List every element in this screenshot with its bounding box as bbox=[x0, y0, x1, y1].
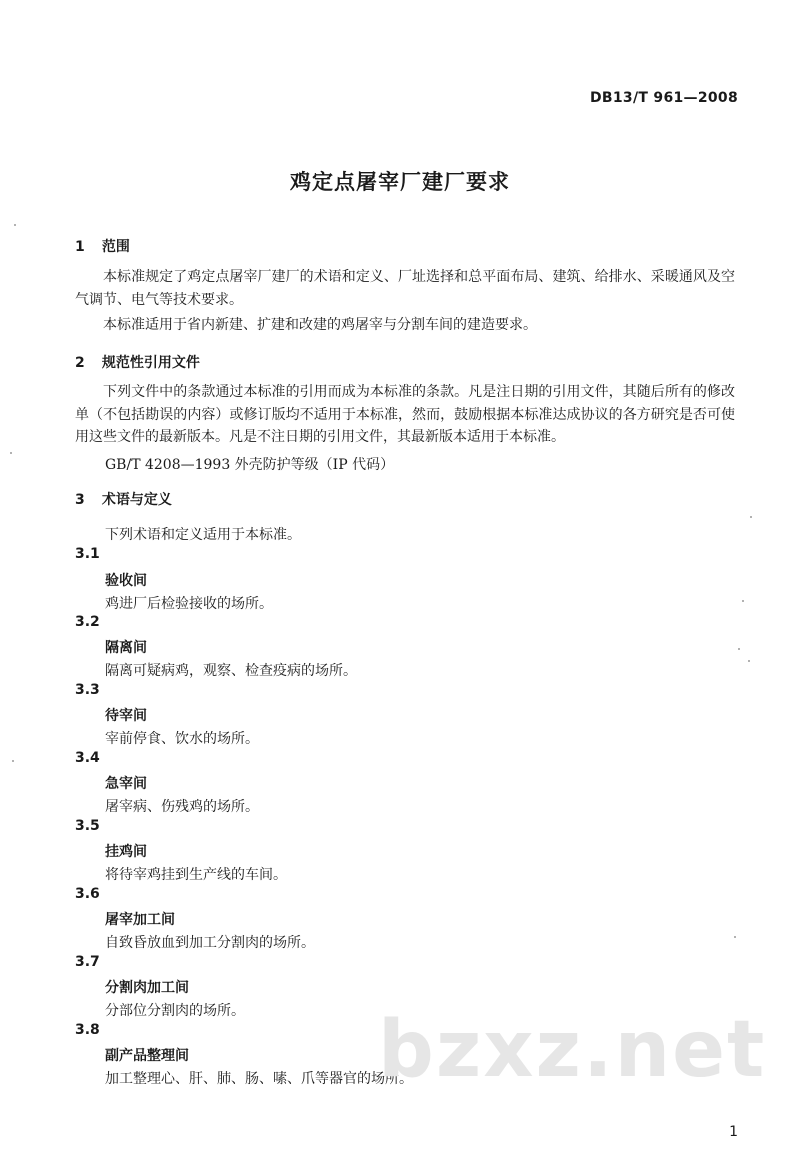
clause-number: 3.8 bbox=[75, 1022, 100, 1038]
section-1-paragraph-1: 本标准规定了鸡定点屠宰厂建厂的术语和定义、厂址选择和总平面布局、建筑、给排水、采暖通风及空气调节、电气等技术要求。 bbox=[75, 269, 735, 308]
clause-number: 3.4 bbox=[75, 750, 100, 766]
term-definition: 将待宰鸡挂到生产线的车间。 bbox=[105, 867, 287, 883]
term-definition: 鸡进厂后检验接收的场所。 bbox=[105, 596, 273, 612]
scan-speck bbox=[750, 516, 752, 518]
clause-number: 3.7 bbox=[75, 954, 100, 970]
term-name: 挂鸡间 bbox=[105, 844, 147, 860]
term-name: 隔离间 bbox=[105, 640, 147, 656]
term-definition: 自致昏放血到加工分割肉的场所。 bbox=[105, 935, 315, 951]
term-name: 分割肉加工间 bbox=[105, 980, 189, 996]
term-definition: 宰前停食、饮水的场所。 bbox=[105, 731, 259, 747]
scan-speck bbox=[734, 936, 736, 938]
clause-number: 3.3 bbox=[75, 682, 100, 698]
term-name: 副产品整理间 bbox=[105, 1048, 189, 1064]
document-title: 鸡定点屠宰厂建厂要求 bbox=[290, 170, 510, 194]
term-name: 屠宰加工间 bbox=[105, 912, 175, 928]
section-2-heading bbox=[75, 352, 200, 372]
clause-number: 3.2 bbox=[75, 614, 100, 630]
term-name: 验收间 bbox=[105, 573, 147, 589]
scan-speck bbox=[14, 224, 16, 226]
section-3-intro: 下列术语和定义适用于本标准。 bbox=[105, 527, 301, 543]
section-number: 3 bbox=[75, 492, 85, 508]
term-definition: 加工整理心、肝、肺、肠、嗉、爪等器官的场所。 bbox=[105, 1071, 413, 1087]
term-definition: 分部位分割肉的场所。 bbox=[105, 1003, 245, 1019]
section-title: 规范性引用文件 bbox=[101, 355, 200, 371]
section-1-heading bbox=[75, 236, 130, 256]
term-definition: 隔离可疑病鸡，观察、检查疫病的场所。 bbox=[105, 663, 357, 679]
term-name: 急宰间 bbox=[105, 776, 147, 792]
section-number: 2 bbox=[75, 355, 85, 371]
standard-code: DB13/T 961—2008 bbox=[590, 90, 738, 106]
clause-number: 3.1 bbox=[75, 546, 100, 562]
section-3-heading bbox=[75, 489, 172, 509]
section-title: 术语与定义 bbox=[101, 492, 172, 508]
scan-speck bbox=[742, 600, 744, 602]
term-name: 待宰间 bbox=[105, 708, 147, 724]
clause-number: 3.6 bbox=[75, 886, 100, 902]
normative-reference: GB/T 4208—1993 外壳防护等级（IP 代码） bbox=[105, 457, 395, 473]
scan-speck bbox=[748, 660, 750, 662]
scan-speck bbox=[738, 648, 740, 650]
section-number: 1 bbox=[75, 239, 85, 255]
watermark: bzxz.net bbox=[378, 1005, 767, 1095]
clause-number: 3.5 bbox=[75, 818, 100, 834]
scan-speck bbox=[10, 452, 12, 454]
section-title: 范围 bbox=[101, 239, 130, 255]
page-number: 1 bbox=[729, 1124, 738, 1140]
scan-speck bbox=[12, 760, 14, 762]
section-1-paragraph-2: 本标准适用于省内新建、扩建和改建的鸡屠宰与分割车间的建造要求。 bbox=[103, 317, 537, 333]
term-definition: 屠宰病、伤残鸡的场所。 bbox=[105, 799, 259, 815]
section-2-paragraph-1: 下列文件中的条款通过本标准的引用而成为本标准的条款。凡是注日期的引用文件，其随后所有的修改单（不包括勘误的内容）或修订版均不适用于本标准，然而，鼓励根据本标准达成协议的各方研究是否可使用这些文件的最新版本。凡是不注日期的引用文件，其最新版本适用于本标准。 bbox=[75, 384, 735, 445]
